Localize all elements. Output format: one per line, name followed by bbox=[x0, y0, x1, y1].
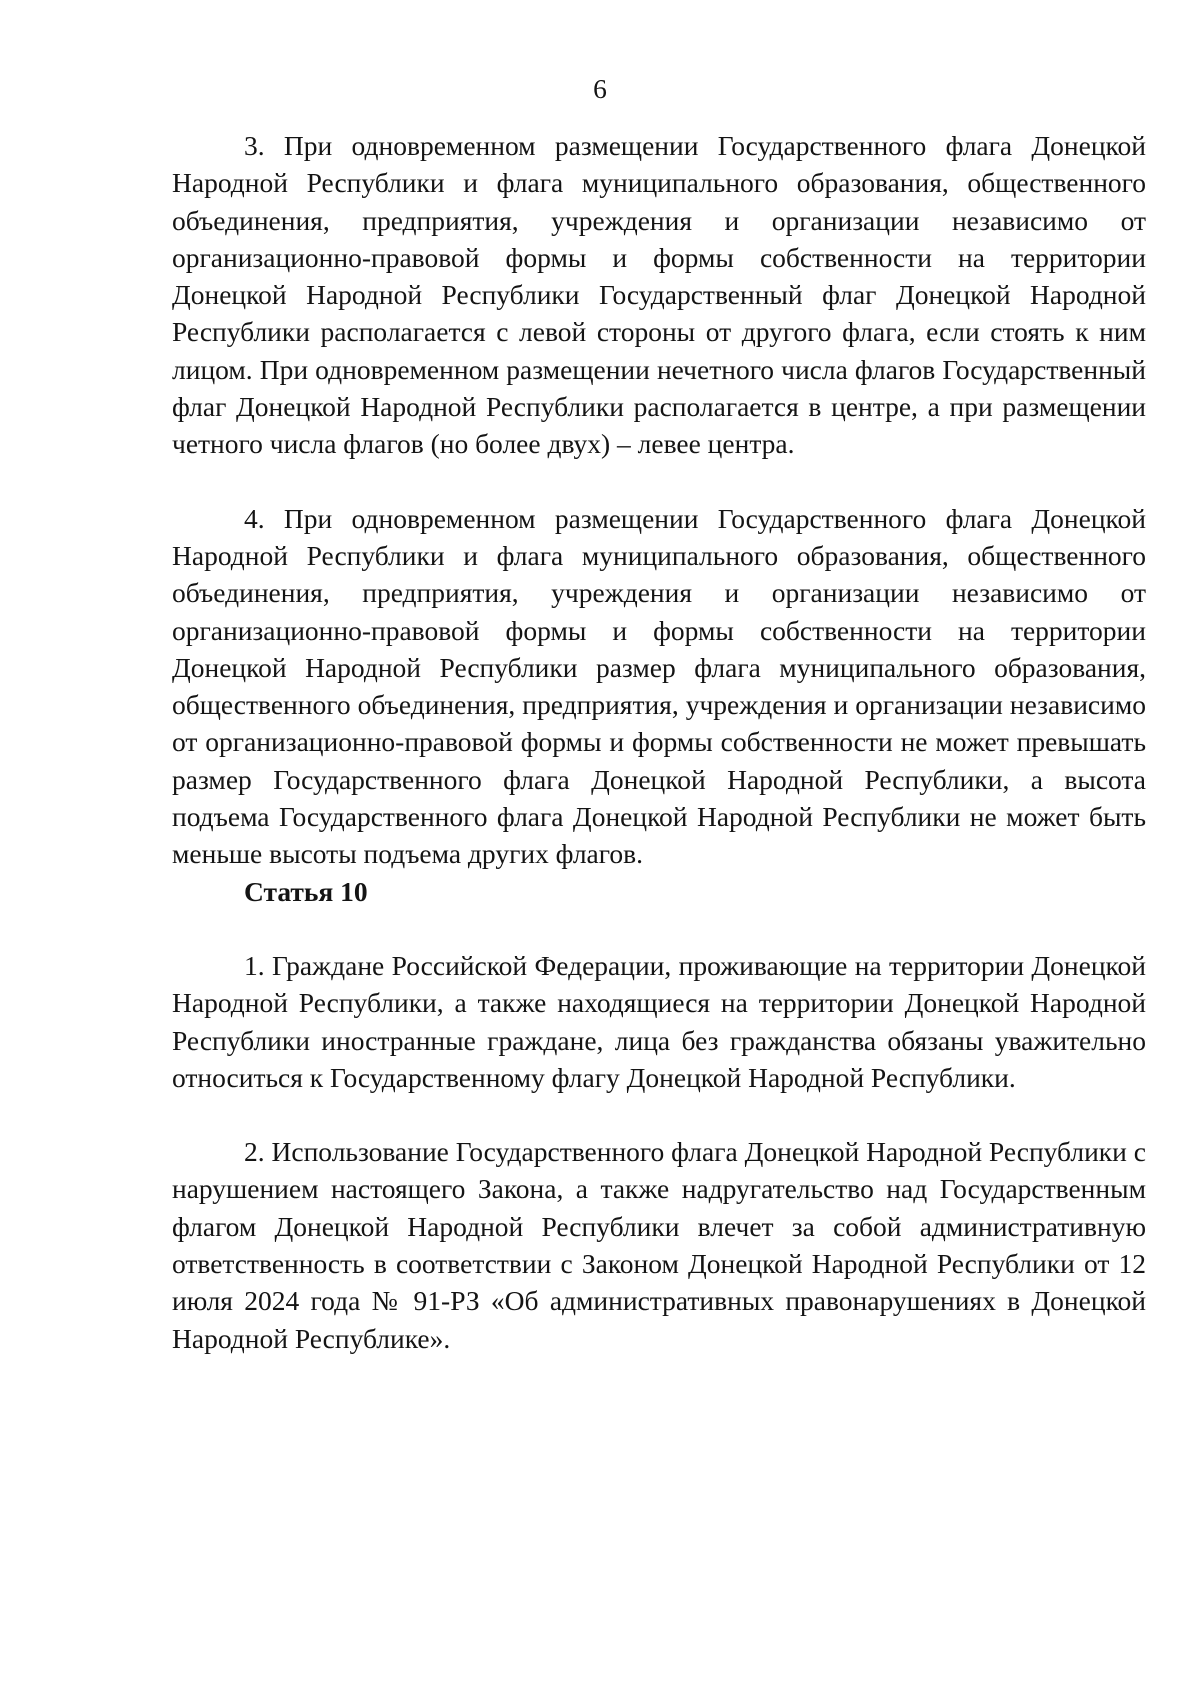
paragraph-9-4: 4. При одновременном размещении Государственного флага Донецкой Народной Республики и флага муниципального образования, общественного объединения, предприятия, учреждения и организации независимо от организационно-правовой формы и формы собственности на территории Донецкой Народной Республики размер флага муниципального образования, общественного объединения, предприятия, учреждения и организации независимо от организационно-правовой формы и формы собственности не может превышать размер Государственного флага Донецкой Народной Республики, а высота подъема Государственного флага Донецкой Народной Республики не может быть меньше высоты подъема других флагов. bbox=[172, 502, 1146, 870]
paragraph-10-1: 1. Граждане Российской Федерации, проживающие на территории Донецкой Народной Республики, а также находящиеся на территории Донецкой Народной Республики иностранные граждане, лица без гражданства обязаны уважительно относиться к Государственному флагу Донецкой Народной Республики. bbox=[172, 949, 1146, 1093]
document-body bbox=[172, 127, 1146, 1357]
article-heading: Статья 10 bbox=[244, 875, 368, 907]
paragraph-10-2: 2. Использование Государственного флага Донецкой Народной Республики с нарушением настоящего Закона, а также надругательство над Государственным флагом Донецкой Народной Республики влечет за собой административную ответственность в соответствии с Законом Донецкой Народной Республики от 12 июля 2024 года № 91-РЗ «Об административных правонарушениях в Донецкой Народной Республике». bbox=[172, 1136, 1146, 1354]
paragraph-9-3: 3. При одновременном размещении Государственного флага Донецкой Народной Республики и флага муниципального образования, общественного объединения, предприятия, учреждения и организации независимо от организационно-правовой формы и формы собственности на территории Донецкой Народной Республики Государственный флаг Донецкой Народной Республики располагается с левой стороны от другого флага, если стоять к ним лицом. При одновременном размещении нечетного числа флагов Государственный флаг Донецкой Народной Республики располагается в центре, а при размещении четного числа флагов (но более двух) – левее центра. bbox=[172, 130, 1146, 460]
page-number: 6 bbox=[593, 73, 607, 104]
